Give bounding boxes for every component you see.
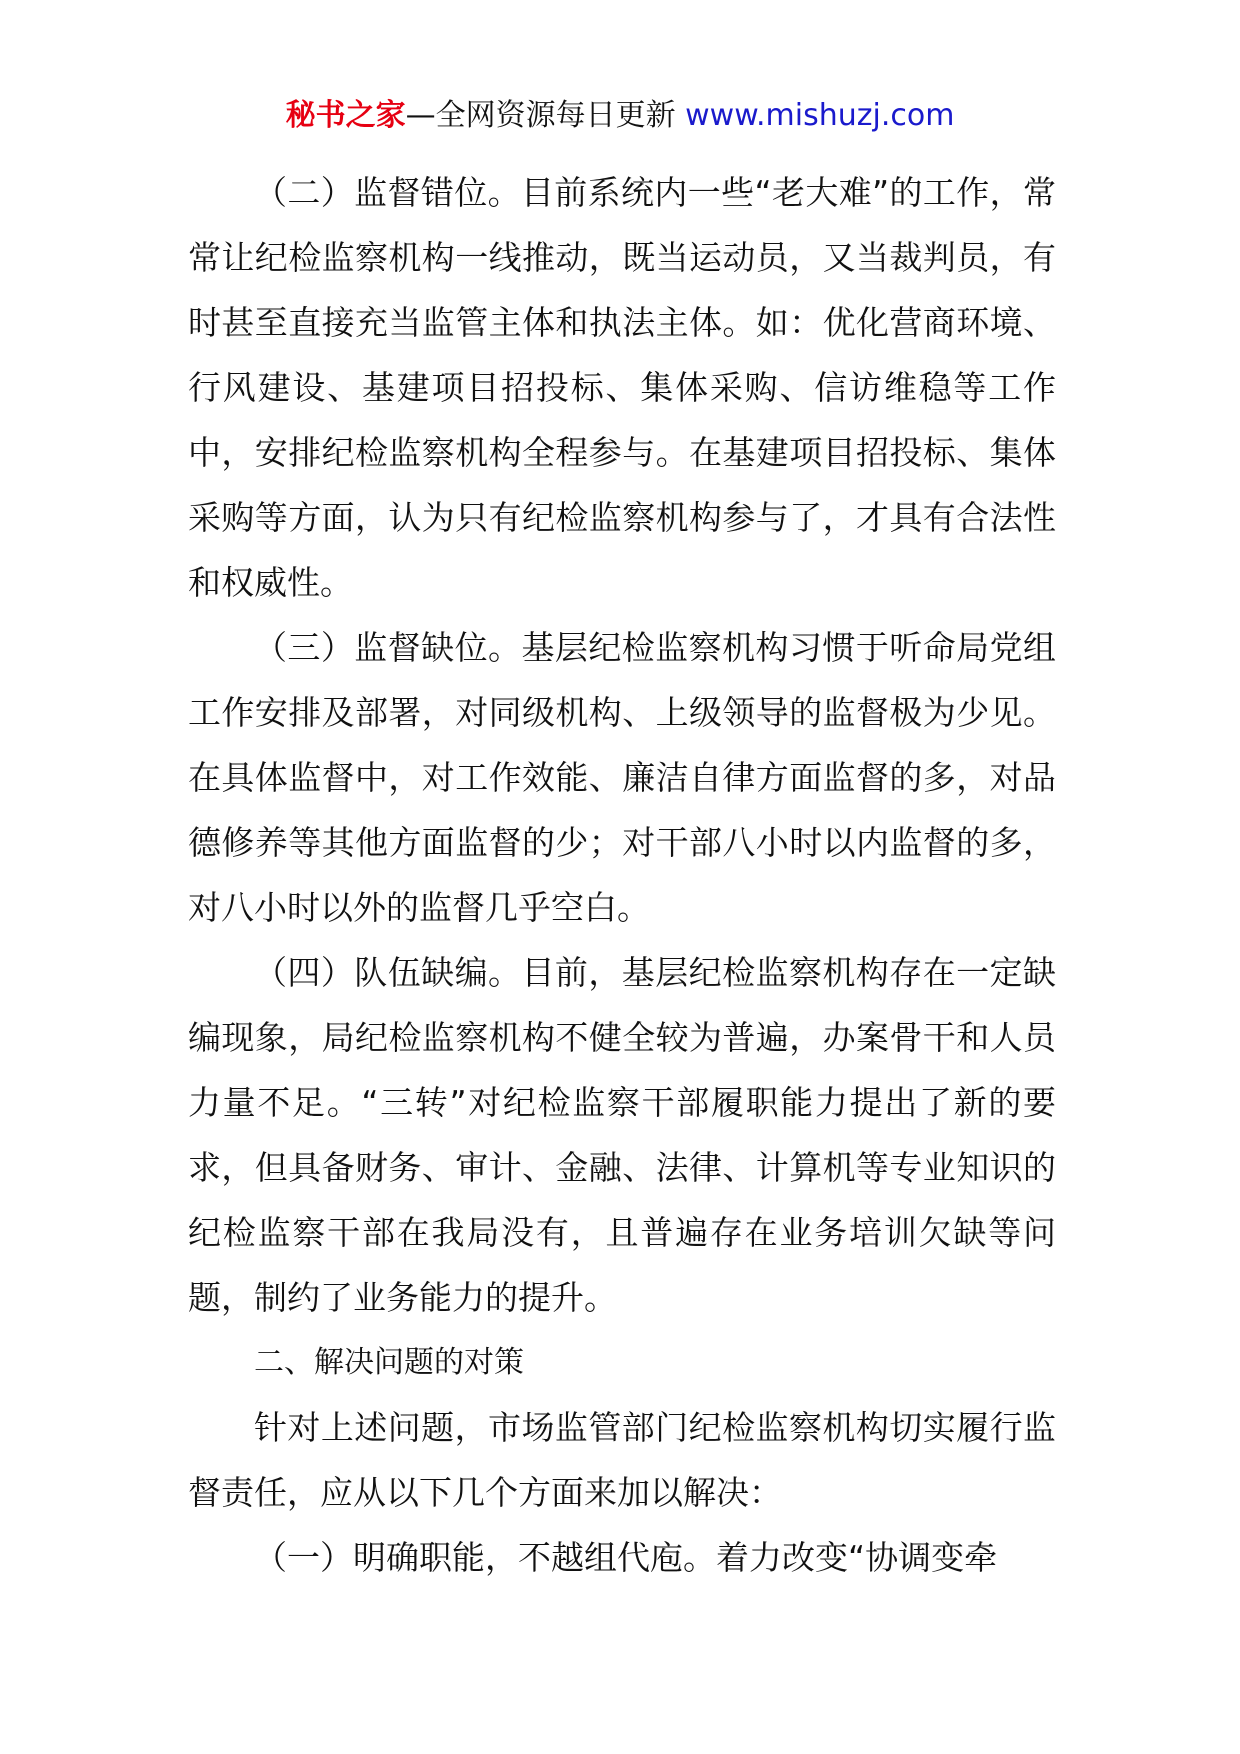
header-tagline: —全网资源每日更新 xyxy=(405,98,686,133)
brand-name: 秘书之家 xyxy=(285,98,406,133)
paragraph-clarify-functions: （一）明确职能，不越组代庖。着力改变“协调变牵 xyxy=(254,1538,998,1577)
site-url-link[interactable]: www.mishuzj.com xyxy=(685,98,955,133)
section-heading-solutions: 二、解决问题的对策 xyxy=(254,1345,524,1380)
paragraph-solutions-intro: 针对上述问题，市场监管部门纪检监察机构切实履行监督责任，应从以下几个方面来加以解决： xyxy=(188,1408,1056,1512)
paragraph-team-understaffed: （四）队伍缺编。目前，基层纪检监察机构存在一定缺编现象，局纪检监察机构不健全较为普遍，办案骨干和人员力量不足。“三转”对纪检监察干部履职能力提出了新的要求，但具备财务、审计、金融、法律、计算机等专业知识的纪检监察干部在我局没有，且普遍存在业务培训欠缺等问题，制约了业务能力的提升。 xyxy=(188,953,1056,1317)
paragraph-supervision-absent: （三）监督缺位。基层纪检监察机构习惯于听命局党组工作安排及部署，对同级机构、上级领导的监督极为少见。在具体监督中，对工作效能、廉洁自律方面监督的多，对品德修养等其他方面监督的少；对干部八小时以内监督的多，对八小时以外的监督几乎空白。 xyxy=(188,628,1056,927)
site-header xyxy=(0,96,1240,136)
paragraph-supervision-misplaced: （二）监督错位。目前系统内一些“老大难”的工作，常常让纪检监察机构一线推动，既当运动员，又当裁判员，有时甚至直接充当监管主体和执法主体。如：优化营商环境、行风建设、基建项目招投标、集体采购、信访维稳等工作中，安排纪检监察机构全程参与。在基建项目招投标、集体采购等方面，认为只有纪检监察机构参与了，才具有合法性和权威性。 xyxy=(188,173,1056,602)
document-body xyxy=(188,160,1056,1590)
